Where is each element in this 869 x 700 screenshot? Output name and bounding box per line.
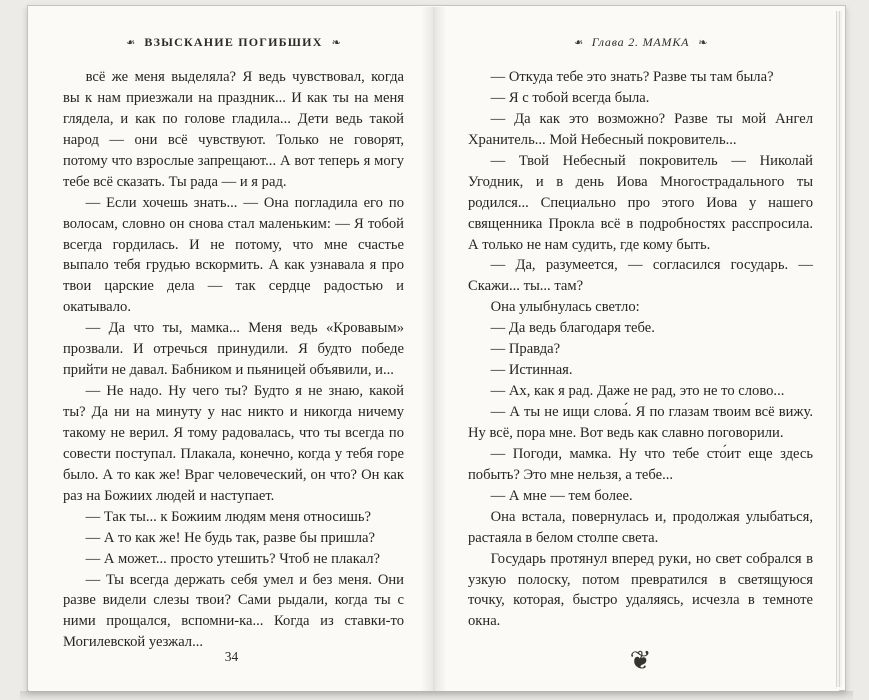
left-running-head <box>63 35 404 50</box>
paragraph: всё же меня выделяла? Я ведь чувствовал, когда вы к нам приезжали на праздник... И как ты на меня глядела, и как по голове гладила... Дети ведь такой народ — они всё чувствуют. Только не говорят, потому что взрослые запрещают... А вот теперь я могу тебе всё сказать. Ты рада — и я рад. <box>63 69 404 190</box>
paragraph: — А ты не ищи слова́. Я по глазам твоим всё вижу. Ну всё, пора мне. Вот ведь как славно поговорили. <box>468 404 813 441</box>
right-page-text <box>468 67 813 632</box>
paragraph: — А то как же! Не будь так, разве бы пришла? <box>85 529 375 546</box>
paragraph: — А мне — тем более. <box>490 487 633 504</box>
paragraph: — Ты всегда держать себя умел и без меня. Они разве видели слезы твои? Сами рыдали, когда ты с ними прощался, вспомни-ка... Когда из ставки-то Могилевской уезжал... <box>63 571 404 651</box>
left-page-text <box>63 67 404 653</box>
paragraph: — Я с тобой всегда была. <box>490 89 650 106</box>
paragraph: — Истинная. <box>490 362 573 379</box>
paragraph: — Откуда тебе это знать? Разве ты там была? <box>490 69 774 85</box>
paragraph: Она встала, повернулась и, продолжая улыбаться, растаяла в белом столпе света. <box>468 508 813 546</box>
paragraph: — Ах, как я рад. Даже не рад, это не то слово... <box>490 383 785 400</box>
right-page <box>434 7 839 691</box>
paragraph: — Да ведь благодаря тебе. <box>490 320 655 337</box>
paragraph: — Твой Небесный покровитель — Николай Угодник, и в день Иова Многострадального ты родился... Специально про этого Иова у нашего священника Прокла всё в подробностях расспросила. А только не нам судить, где кому быть. <box>468 152 813 253</box>
header-ornament-icon: ❧ <box>331 37 341 49</box>
paragraph: Государь протянул вперед руки, но свет собрался в узкую полоску, потом превратился в светящуюся точку, которая, быстро удаляясь, исчезла в темноте окна. <box>468 550 813 630</box>
left-header-title: ВЗЫСКАНИЕ ПОГИБШИХ <box>144 35 323 49</box>
paragraph: — Если хочешь знать... — Она погладила его по волосам, словно он снова стал маленьким: — Я тобой всегда гордилась. И не потому, что мне счастье выпало тебя грудью вскормить. А как узнавала я про твои царские дела — так сердце радостью и окатывало. <box>63 194 404 316</box>
book-bottom-shadow <box>20 691 853 700</box>
header-ornament-icon: ❧ <box>698 37 708 49</box>
paragraph: — Да, разумеется, — согласился государь. — Скажи... ты... там? <box>468 257 813 295</box>
page-number: 34 <box>224 649 239 664</box>
paragraph: Она улыбнулась светло: <box>490 299 640 316</box>
paragraph: — Не надо. Ну чего ты? Будто я не знаю, какой ты? Да ни на минуту у нас никто и никогда ничему такому не верил. Я тому радовалась, что ты всегда по совести поступал. Плакала, конечно, когда у тебя горе было. А то как же! Враг человеческий, он что? Он как раз на Божиих людей и наступает. <box>63 383 404 504</box>
paragraph: — Так ты... к Божиим людям меня относишь? <box>85 508 372 525</box>
paragraph: — Правда? <box>490 341 561 358</box>
right-running-head <box>468 35 813 50</box>
header-ornament-icon: ❧ <box>573 37 583 49</box>
header-ornament-icon: ❧ <box>126 37 136 49</box>
book-spread <box>29 7 839 691</box>
paragraph: — Да как это возможно? Разве ты мой Ангел Хранитель... Мой Небесный покровитель... <box>468 110 813 148</box>
left-page <box>29 7 434 691</box>
paragraph: — Погоди, мамка. Ну что тебе сто́ит еще здесь побыть? Это мне нельзя, а тебе... <box>468 445 813 483</box>
fleuron-ornament-icon: ❦ <box>629 646 652 676</box>
paragraph: — Да что ты, мамка... Меня ведь «Кровавым» прозвали. И отречься принудили. Я будто победе прийти не давал. Бабником и пьяницей объявили, и... <box>63 320 404 379</box>
paragraph: — А может... просто утешить? Чтоб не плакал? <box>85 550 380 567</box>
right-header-title: Глава 2. МАМКА <box>591 35 690 49</box>
